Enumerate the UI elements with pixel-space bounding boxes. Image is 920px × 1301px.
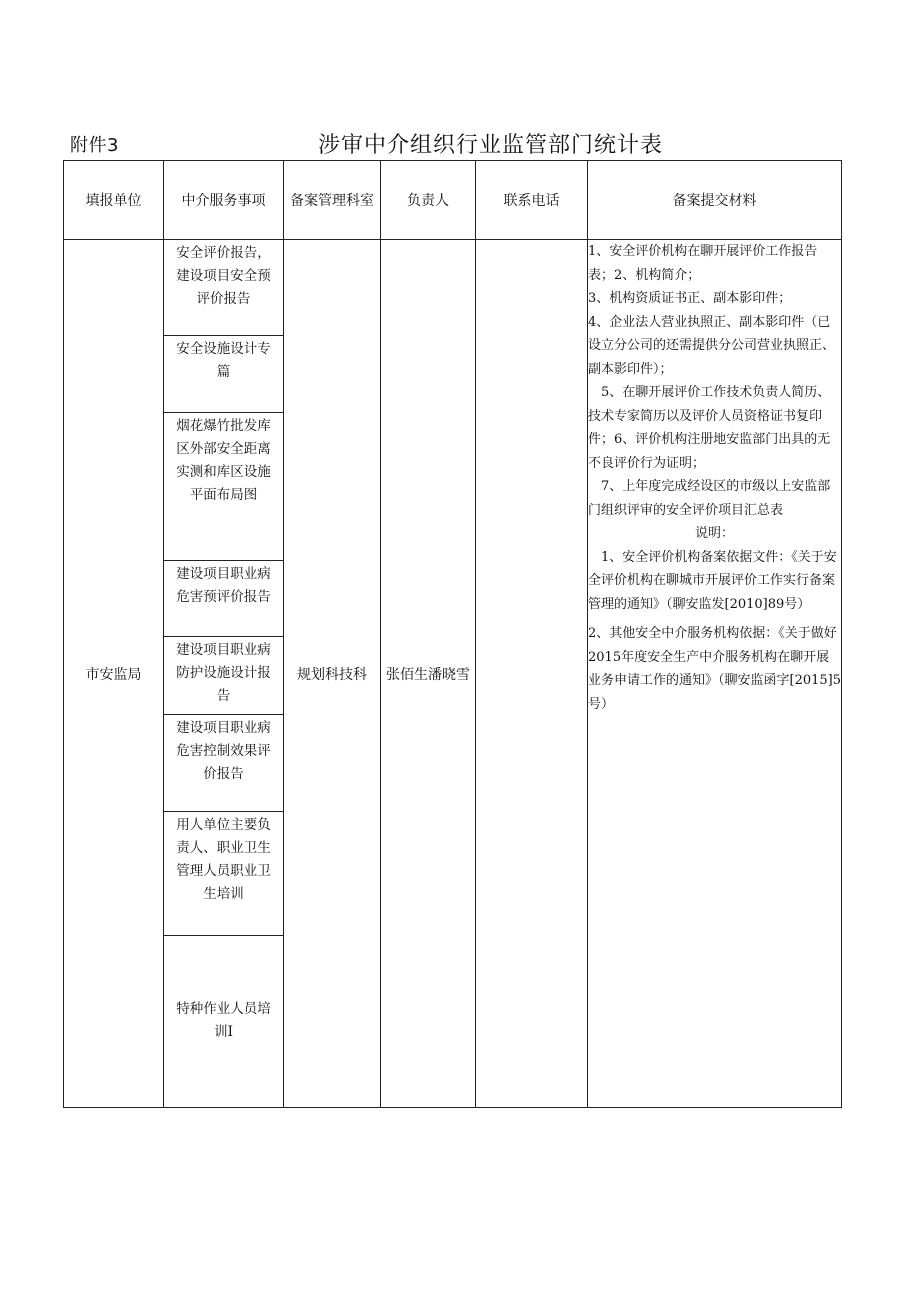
service-item: 安全设施设计专篇 bbox=[164, 336, 283, 413]
header-phone: 联系电话 bbox=[476, 161, 588, 240]
table-row bbox=[64, 240, 842, 1108]
attachment-label: 附件3 bbox=[70, 135, 119, 156]
material-item: 1、安全评价机构在聊开展评价工作报告表；2、机构简介； bbox=[588, 244, 818, 283]
cell-services bbox=[164, 240, 284, 1108]
material-item: 3、机构资质证书正、副本影印件； bbox=[588, 291, 792, 306]
page-title: 涉审中介组织行业监管部门统计表 bbox=[318, 133, 664, 158]
cell-unit: 市安监局 bbox=[64, 240, 164, 1108]
header-materials: 备案提交材料 bbox=[588, 161, 842, 240]
cell-phone bbox=[476, 240, 588, 1108]
material-item: 5、在聊开展评价工作技术负责人简历、技术专家简历以及评价人员资格证书复印件；6、评价机构注册地安监部门出具的无不良评价行为证明； bbox=[588, 385, 831, 471]
table-header-row bbox=[64, 161, 842, 240]
service-item: 烟花爆竹批发库区外部安全距离实测和库区设施平面布局图 bbox=[164, 413, 283, 561]
service-item: 建设项目职业病防护设施设计报告 bbox=[164, 637, 283, 715]
material-item: 4、企业法人营业执照正、副本影印件（已设立分公司的还需提供分公司营业执照正、副本影印件）； bbox=[588, 314, 836, 377]
material-item: 7、上年度完成经设区的市级以上安监部门组织评审的安全评价项目汇总表 bbox=[588, 479, 831, 518]
material-item: 1、安全评价机构备案依据文件：《关于安全评价机构在聊城市开展评价工作实行备案管理的通知》（聊安监发[2010]89号） bbox=[588, 549, 837, 612]
service-item: 特种作业人员培训I bbox=[176, 1001, 271, 1040]
header-person: 负责人 bbox=[381, 161, 476, 240]
service-item: 用人单位主要负责人、职业卫生管理人员职业卫生培训 bbox=[164, 812, 283, 936]
service-item: 建设项目职业病危害预评价报告 bbox=[164, 561, 283, 637]
header-department: 备案管理科室 bbox=[284, 161, 381, 240]
statistics-table bbox=[63, 160, 842, 1108]
header-unit: 填报单位 bbox=[64, 161, 164, 240]
cell-department: 规划科技科 bbox=[284, 240, 381, 1108]
cell-materials bbox=[588, 240, 842, 1108]
note-label: 说明： bbox=[694, 526, 734, 541]
cell-person: 张佰生潘晓雪 bbox=[381, 240, 476, 1108]
service-item: 建设项目职业病危害控制效果评价报告 bbox=[164, 715, 283, 812]
material-item: 2、其他安全中介服务机构依据：《关于做好2015年度安全生产中介服务机构在聊开展业务申请工作的通知》（聊安监函字[2015]5号） bbox=[588, 626, 841, 712]
service-item: 安全评价报告，建设项目安全预评价报告 bbox=[164, 240, 283, 336]
header-service: 中介服务事项 bbox=[164, 161, 284, 240]
